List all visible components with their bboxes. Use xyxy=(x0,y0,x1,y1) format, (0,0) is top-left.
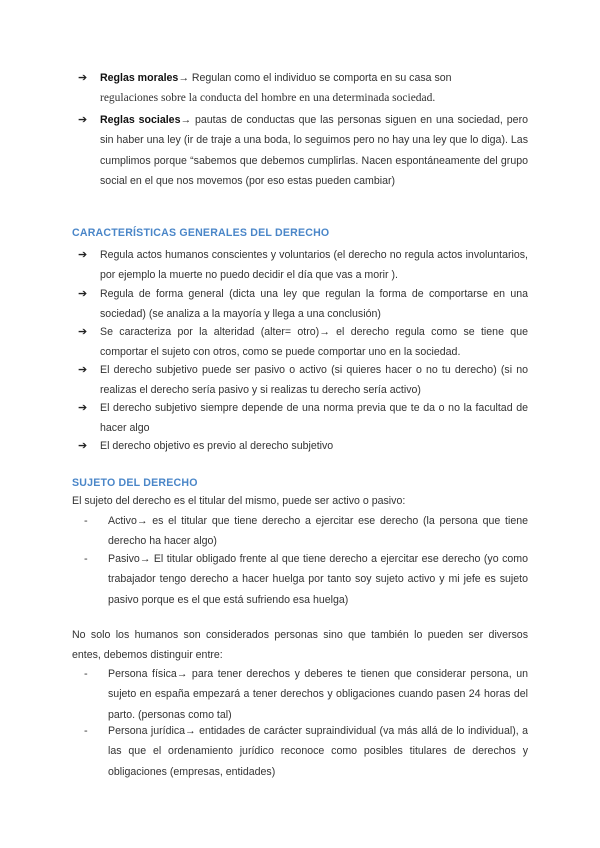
arrow-bullet-icon: ➔ xyxy=(78,440,88,452)
list-item: - Pasivo→ El titular obligado frente al que tiene derecho a ejercitar ese derecho (yo como trabajador tengo derecho a hacer huelga por tanto soy sujeto activo y mi jefe es sujeto pasivo porque es el que está sufriendo esa huelga) xyxy=(88,549,528,610)
list-item: ➔ Regula de forma general (dicta una ley que regulan la forma de comportarse en una sociedad) (se analiza a la mayoría y llega a una conclusión) xyxy=(88,284,528,325)
paragraph: No solo los humanos son considerados personas sino que también lo pueden ser diversos entes, debemos distinguir entre: xyxy=(72,629,528,662)
list-item: ➔ Reglas morales→ Regulan como el individuo se comporta en su casa son regulaciones sobre la conducta del hombre en una determinada sociedad. xyxy=(88,68,528,109)
term-bold: Reglas sociales xyxy=(100,114,181,126)
dash-bullet-icon: - xyxy=(84,668,88,680)
list-item: ➔ Regula actos humanos conscientes y voluntarios (el derecho no regula actos involuntarios, por ejemplo la muerte no puedo decidir el día que vas a morir ). xyxy=(88,245,528,286)
list-item: ➔ El derecho subjetivo siempre depende de una norma previa que te da o no la facultad de hacer algo xyxy=(88,398,528,439)
arrow-bullet-icon: ➔ xyxy=(78,114,88,126)
dash-bullet-icon: - xyxy=(84,515,88,527)
arrow-bullet-icon: ➔ xyxy=(78,326,88,338)
item-text: Regulan como el individuo se comporta en su casa son xyxy=(188,72,452,84)
arrow-bullet-icon: ➔ xyxy=(78,364,88,376)
list-item: ➔ El derecho subjetivo puede ser pasivo o activo (si quieres hacer o no tu derecho) (si no realizas el derecho sería pasivo y si realizas tu derecho sería activo) xyxy=(88,360,528,401)
list-item: - Persona física→ para tener derechos y deberes te tienen que considerar persona, un sujeto en españa empezará a tener derechos y obligaciones cuando pasen 24 horas del parto. (personas como tal) xyxy=(88,664,528,725)
section-heading: CARACTERÍSTICAS GENERALES DEL DERECHO xyxy=(72,227,330,239)
dash-bullet-icon: - xyxy=(84,553,88,565)
arrow-bullet-icon: ➔ xyxy=(78,249,88,261)
item-text: pautas de conductas que las personas siguen en una sociedad, pero sin haber una ley (ir de traje a una boda, lo seguimos pero no hay una ley que lo diga). Las cumplimos porque “sabemos que debemos cumplirlas. Nacen espontáneamente del grupo social en el que nos movemos (por eso estas pueden cambiar) xyxy=(100,114,528,187)
item-text-continuation: regulaciones sobre la conducta del hombre en una determinada sociedad. xyxy=(100,92,436,105)
list-item: ➔ Se caracteriza por la alteridad (alter= otro)→ el derecho regula como se tiene que comportar el sujeto con otros, como se puede comportar uno en la sociedad. xyxy=(88,322,528,363)
term-bold: Reglas morales xyxy=(100,72,179,84)
arrow-bullet-icon: ➔ xyxy=(78,402,88,414)
arrow-bullet-icon: ➔ xyxy=(78,72,88,84)
paragraph: El sujeto del derecho es el titular del mismo, puede ser activo o pasivo: xyxy=(72,495,406,507)
list-item: - Persona jurídica→ entidades de carácter supraindividual (va más allá de lo individual), a las que el ordenamiento jurídico reconoce como posibles titulares de derechos y obligaciones (empresas, entidades) xyxy=(88,721,528,782)
dash-bullet-icon: - xyxy=(84,725,88,737)
list-item: - Activo→ es el titular que tiene derecho a ejercitar ese derecho (la persona que tiene derecho ha hacer algo) xyxy=(88,511,528,552)
arrow-bullet-icon: ➔ xyxy=(78,288,88,300)
list-item: ➔ El derecho objetivo es previo al derecho subjetivo xyxy=(88,436,528,456)
section-heading: SUJETO DEL DERECHO xyxy=(72,477,198,489)
list-item: ➔ Reglas sociales→ pautas de conductas que las personas siguen en una sociedad, pero sin haber una ley (ir de traje a una boda, lo seguimos pero no hay una ley que lo diga). Las cumplimos porque “sabemos que debemos cumplirlas. Nacen espontáneamente del grupo social en el que nos movemos (por eso estas pueden cambiar) xyxy=(88,110,528,191)
